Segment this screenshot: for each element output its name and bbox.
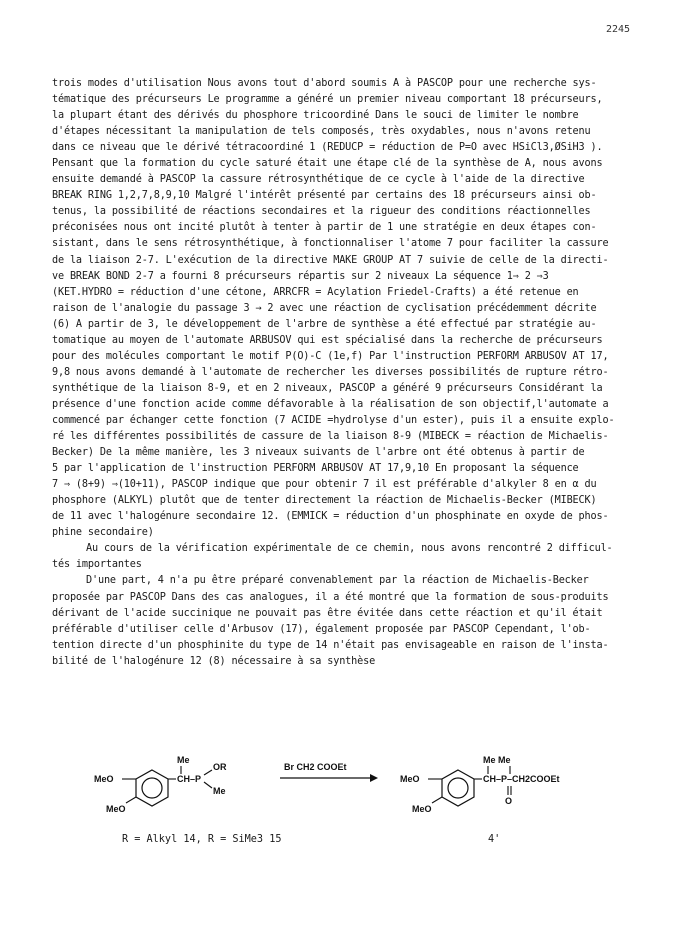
- reagent-label: Br CH2 COOEt: [284, 762, 347, 772]
- right-chain: CH–P–CH2COOEt: [483, 774, 560, 784]
- arrow-head: [370, 774, 378, 782]
- text-line: 7 ⇒ (8+9) ⇒(10+11), PASCOP indique que pour obtenir 7 il est préférable d'alkyler 8 en α du: [52, 479, 597, 491]
- text-line: phosphore (ALKYL) plutôt que de tenter directement la réaction de Michaelis-Becker (MIBECK): [52, 495, 597, 507]
- bond: [432, 797, 442, 803]
- text-line: tématique des précurseurs Le programme a généré un premier niveau comportant 18 précurseurs,: [52, 94, 603, 106]
- text-line: D'une part, 4 n'a pu être préparé convenablement par la réaction de Michaelis-Becker: [86, 575, 589, 587]
- reaction-scheme-drawing: [52, 750, 630, 830]
- text-line: d'étapes nécessitant la manipulation de tels composés, très oxydables, nous n'avons retenu: [52, 126, 591, 138]
- bond: [126, 797, 136, 803]
- text-line: synthétique de la liaison 8-9, et en 2 niveaux, PASCOP a généré 9 précurseurs Considérant la: [52, 382, 603, 394]
- text-line: ve BREAK BOND 2-7 a fourni 8 précurseurs répartis sur 2 niveaux La séquence 1⇒ 2 ⇒3: [52, 270, 549, 282]
- text-line: tés importantes: [52, 559, 142, 571]
- right-benzene-ring: [442, 770, 474, 806]
- text-line: proposée par PASCOP Dans des cas analogues, il a été montré que la formation de sous-produits: [52, 591, 609, 603]
- left-ch-p: CH–P: [177, 774, 202, 784]
- text-line: 5 par l'application de l'instruction PERFORM ARBUSOV AT 17,9,10 En proposant la séquence: [52, 463, 579, 475]
- left-benzene-ring: [136, 770, 168, 806]
- left-me-label: Me: [177, 755, 190, 765]
- text-line: tention directe d'un phosphinite du type de 14 n'était pas envisageable en raison de l'insta-: [52, 639, 609, 651]
- left-meo-bottom: MeO: [106, 804, 126, 814]
- text-line: présence d'une fonction acide comme défavorable à la réalisation de son objectif,l'automate a: [52, 398, 609, 410]
- text-line: dérivant de l'acide succinique ne pouvait pas être évitée dans cette réaction et qu'il était: [52, 607, 603, 619]
- text-line: pour des molécules comportant le motif P(O)-C (1e,f) Par l'instruction PERFORM ARBUSOV AT 17,: [52, 350, 609, 362]
- text-line: préconisées nous ont incité plutôt à tenter à partir de 1 une stratégie en deux étapes con-: [52, 222, 597, 234]
- bond: [204, 782, 212, 788]
- text-line: tenus, la possibilité de réactions secondaires et la rigueur des conditions réactionnelles: [52, 206, 591, 218]
- text-line: ensuite demandé à PASCOP la cassure rétrosynthétique de ce cycle à l'aide de la directive: [52, 174, 585, 186]
- body-text: [52, 76, 630, 670]
- text-line: Au cours de la vérification expérimentale de ce chemin, nous avons rencontré 2 difficul-: [86, 543, 613, 555]
- text-line: tomatique au moyen de l'automate ARBUSOV qui est spécialisé dans la recherche de précurseurs: [52, 334, 603, 346]
- bond: [204, 770, 212, 775]
- text-line: raison de l'analogie du passage 3 → 2 avec une réaction de cyclisation précédemment décrite: [52, 302, 597, 314]
- right-oxygen: O: [505, 796, 513, 806]
- text-line: Becker) De la même manière, les 3 niveaux suivants de l'arbre ont été obtenus à partir de: [52, 447, 585, 459]
- text-line: préférable d'utiliser celle d'Arbusov (17), également proposée par PASCOP Cependant, l'ob-: [52, 623, 591, 635]
- text-line: de 11 avec l'halogénure secondaire 12. (EMMICK = réduction d'un phosphinate en oxyde de phos-: [52, 511, 609, 523]
- text-line: phine secondaire): [52, 527, 154, 539]
- page-number: 2245: [606, 24, 631, 35]
- text-line: commencé par échanger cette fonction (7 ACIDE =hydrolyse d'un ester), puis il a ensuite explo-: [52, 414, 615, 426]
- text-line: de la liaison 2-7. L'exécution de la directive MAKE GROUP AT 7 suivie de celle de la directi-: [52, 254, 609, 266]
- text-line: ré les différentes possibilités de cassure de la liaison 8-9 (MIBECK = réaction de Michaelis-: [52, 431, 609, 443]
- caption-right: 4': [488, 834, 501, 845]
- left-p-me: Me: [213, 786, 226, 796]
- text-line: la plupart étant des dérivés du phosphore tricoordiné Dans le souci de limiter le nombre: [52, 110, 579, 122]
- text-line: Pensant que la formation du cycle saturé était une étape clé de la synthèse de A, nous avons: [52, 158, 603, 170]
- right-meo-bottom: MeO: [412, 804, 432, 814]
- text-line: sistant, dans le sens rétrosynthétique, à fonctionnaliser l'atome 7 pour faciliter la cassure: [52, 238, 609, 250]
- left-meo-top: MeO: [94, 774, 114, 784]
- text-line: (KET.HYDRO = réduction d'une cétone, ARRCFR = Acylation Friedel-Crafts) a été retenue en: [52, 286, 579, 298]
- text-line: bilité de l'halogénure 12 (8) nécessaire à sa synthèse: [52, 655, 376, 667]
- left-or-label: OR: [213, 762, 227, 772]
- text-line: trois modes d'utilisation Nous avons tout d'abord soumis A à PASCOP pour une recherche sys-: [52, 78, 597, 89]
- right-me-labels: Me Me: [483, 755, 511, 765]
- text-line: 9,8 nous avons demandé à l'automate de rechercher les diverses possibilités de rupture rétro-: [52, 366, 609, 378]
- caption-left: R = Alkyl 14, R = SiMe3 15: [122, 834, 282, 845]
- right-meo-top: MeO: [400, 774, 420, 784]
- text-line: BREAK RING 1,2,7,8,9,10 Malgré l'intérêt présenté par certains des 18 précurseurs ainsi ob-: [52, 190, 597, 202]
- text-line: dans ce niveau que le dérivé tétracoordiné 1 (REDUCP = réduction de P=O avec HSiCl3,ØSiH3 ).: [52, 142, 603, 154]
- text-line: (6) A partir de 3, le développement de l'arbre de synthèse a été effectué par stratégie au-: [52, 318, 597, 330]
